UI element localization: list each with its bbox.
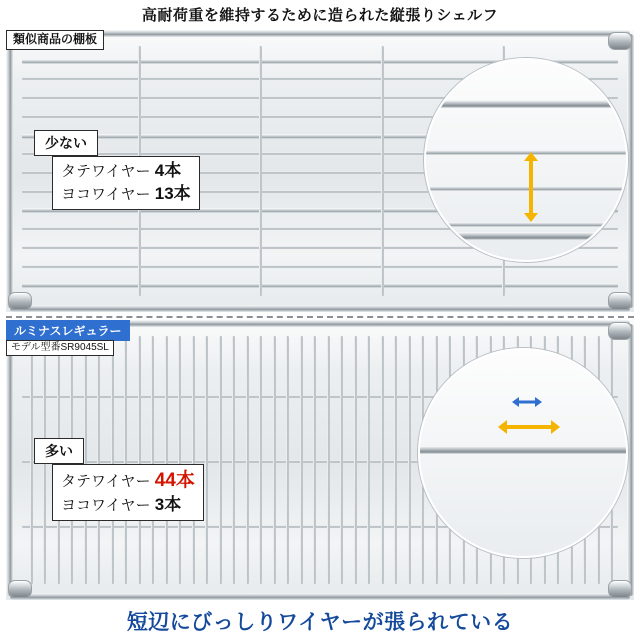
frame-rail-left bbox=[6, 324, 13, 596]
similar-product-tag: 類似商品の棚板 bbox=[6, 30, 104, 50]
vertical-wire bbox=[354, 336, 357, 584]
vertical-wire bbox=[381, 336, 384, 584]
vertical-wire bbox=[286, 336, 289, 584]
footer-caption: 短辺にびっしりワイヤーが張られている bbox=[126, 611, 514, 634]
frame-rail-bottom bbox=[10, 593, 630, 600]
magnifier-bottom bbox=[418, 348, 628, 558]
wire-amount-pill-top: 少ない bbox=[34, 130, 98, 156]
vertical-wire bbox=[165, 336, 168, 584]
vertical-wire bbox=[219, 336, 222, 584]
corner-collar bbox=[608, 292, 632, 310]
corner-collar bbox=[608, 322, 632, 340]
horizontal-wire bbox=[22, 265, 618, 268]
vertical-wire bbox=[97, 336, 100, 584]
horizontal-wire-line: ヨコワイヤー 3本 bbox=[61, 494, 182, 514]
vertical-wire bbox=[259, 336, 262, 584]
vertical-wire bbox=[151, 336, 154, 584]
wire-count-callout-top bbox=[52, 156, 200, 210]
vertical-wire bbox=[232, 336, 235, 584]
vertical-wire bbox=[367, 336, 370, 584]
vertical-wire bbox=[273, 336, 276, 584]
vertical-wire bbox=[408, 336, 411, 584]
vertical-wire bbox=[327, 336, 330, 584]
corner-collar bbox=[608, 580, 632, 598]
vertical-wire bbox=[192, 336, 195, 584]
frame-rail-right bbox=[627, 324, 634, 596]
vertical-wire bbox=[178, 336, 181, 584]
vertical-wire bbox=[138, 336, 141, 584]
vertical-wire bbox=[246, 336, 249, 584]
vertical-wire bbox=[313, 336, 316, 584]
brand-tag: ルミナスレギュラー bbox=[6, 320, 130, 341]
vertical-wire bbox=[381, 46, 384, 296]
vertical-wire bbox=[300, 336, 303, 584]
vertical-wire bbox=[259, 46, 262, 296]
vertical-wire bbox=[124, 336, 127, 584]
vertical-wire bbox=[394, 336, 397, 584]
frame-rail-right bbox=[627, 34, 634, 308]
bottom-shelf-panel bbox=[6, 320, 634, 600]
horizontal-wire bbox=[22, 283, 618, 288]
top-shelf-panel bbox=[6, 30, 634, 312]
wire-diameter-arrow-blue bbox=[512, 394, 542, 410]
vertical-wire bbox=[205, 336, 208, 584]
page-title: 高耐荷重を維持するために造られた縦張りシェルフ bbox=[141, 6, 499, 24]
corner-collar bbox=[8, 292, 32, 310]
corner-collar bbox=[608, 32, 632, 50]
zoom-frame-wire bbox=[420, 446, 626, 454]
gap-measure-arrow-horizontal bbox=[498, 418, 560, 436]
zoom-wire bbox=[426, 222, 626, 227]
frame-rail-bottom bbox=[10, 305, 630, 312]
model-number-tag: モデル型番SR9045SL bbox=[6, 340, 114, 356]
vertical-wire bbox=[340, 336, 343, 584]
vertical-wire-line: タテワイヤー 44本 bbox=[61, 470, 195, 491]
wire-amount-pill-bottom: 多い bbox=[34, 438, 84, 464]
wire-count-callout-bottom bbox=[52, 464, 204, 521]
vertical-wire bbox=[30, 336, 33, 584]
vertical-wire-line: タテワイヤー 4本 bbox=[61, 161, 182, 180]
zoom-frame-wire bbox=[426, 100, 626, 108]
gap-measure-arrow-vertical bbox=[522, 152, 540, 222]
section-divider bbox=[6, 316, 634, 318]
horizontal-wire-line: ヨコワイヤー 13本 bbox=[61, 183, 191, 203]
corner-collar bbox=[8, 580, 32, 598]
frame-rail-left bbox=[6, 34, 13, 308]
zoom-frame-wire bbox=[426, 232, 626, 240]
magnifier-top bbox=[424, 58, 628, 262]
vertical-wire bbox=[84, 336, 87, 584]
vertical-wire bbox=[111, 336, 114, 584]
